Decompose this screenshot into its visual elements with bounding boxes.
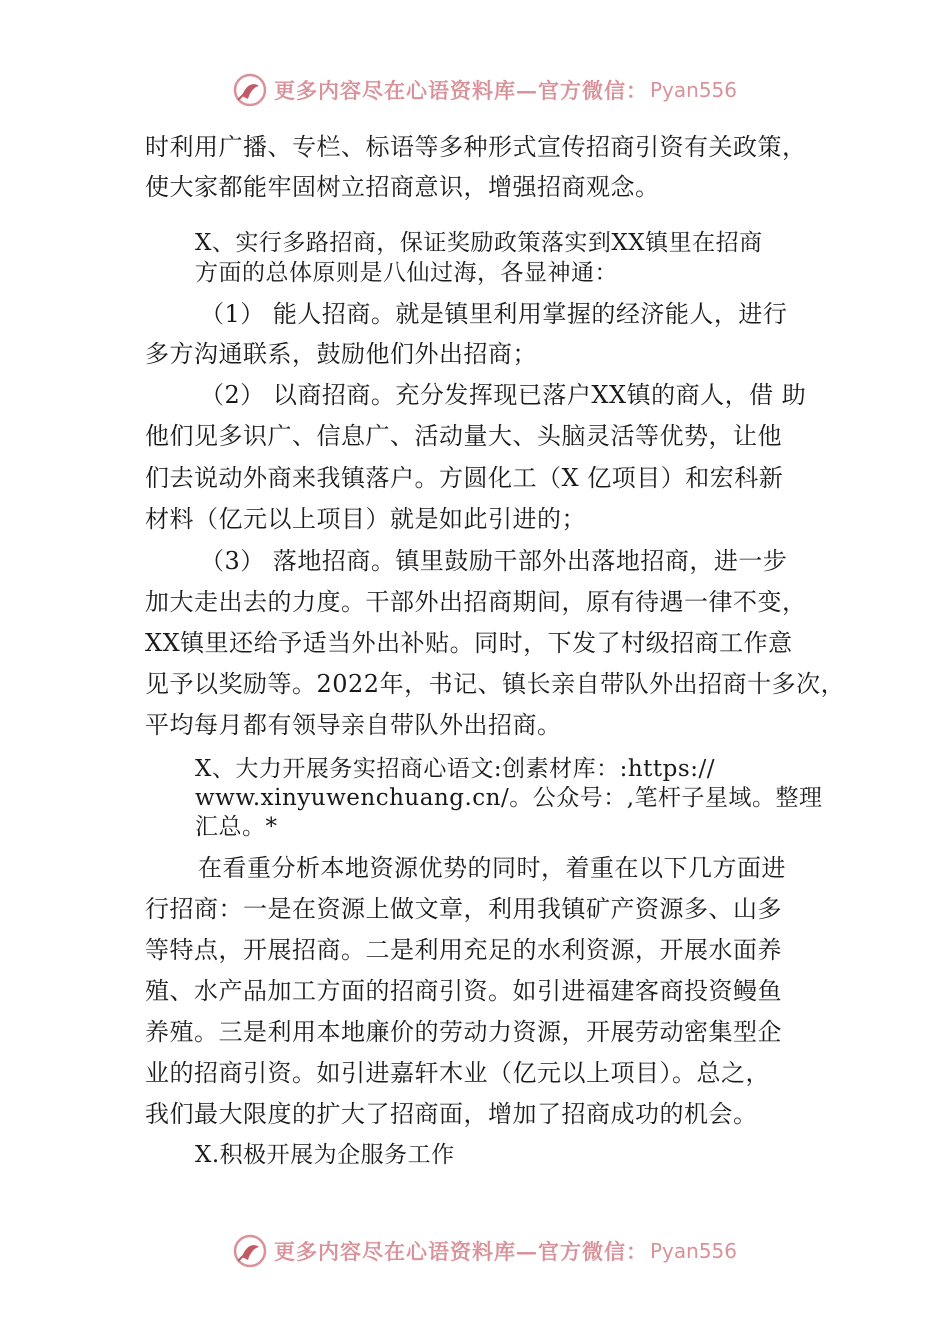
body-line: 平均每月都有领导亲自带队外出招商。: [145, 711, 562, 739]
footer-banner: [232, 1233, 737, 1269]
body-line: 方面的总体原则是八仙过海，各显神通：: [195, 260, 618, 286]
body-line: 业的招商引资。如引进嘉轩木业（亿元以上项目）。总之，: [145, 1059, 770, 1087]
body-line: X、实行多路招商，保证奖励政策落实到XX镇里在招商: [195, 230, 763, 256]
header-banner-text: 更多内容尽在心语资料库—官方微信：: [274, 78, 648, 103]
body-line: 在看重分析本地资源优势的同时，着重在以下几方面进: [198, 854, 786, 882]
body-line: 时利用广播、专栏、标语等多种形式宣传招商引资有关政策，: [145, 133, 807, 161]
body-line: 等特点，开展招商。二是利用充足的水利资源，开展水面养: [145, 936, 782, 964]
body-line: （3） 落地招商。镇里鼓励干部外出落地招商，进一步: [200, 547, 788, 575]
body-line: 见予以奖励等。2022年，书记、镇长亲自带队外出招商十多次，: [145, 670, 846, 698]
body-line: （1） 能人招商。就是镇里利用掌握的经济能人，进行: [200, 300, 788, 328]
body-line: 材料（亿元以上项目）就是如此引进的；: [145, 505, 586, 533]
body-line: 他们见多识广、信息广、活动量大、头脑灵活等优势，让他: [145, 422, 782, 450]
rose-logo-icon: [232, 72, 268, 108]
body-line: 汇总。*: [195, 814, 278, 840]
footer-wechat-id: Pyan556: [650, 1239, 738, 1263]
body-line: 使大家都能牢固树立招商意识，增强招商观念。: [145, 173, 660, 201]
rose-logo-icon: [232, 1233, 268, 1269]
body-line: 养殖。三是利用本地廉价的劳动力资源，开展劳动密集型企: [145, 1018, 782, 1046]
body-line: 殖、水产品加工方面的招商引资。如引进福建客商投资鳗鱼: [145, 977, 782, 1005]
body-line: XX镇里还给予适当外出补贴。同时，下发了村级招商工作意: [145, 629, 793, 657]
body-line: 多方沟通联系，鼓励他们外出招商；: [145, 340, 537, 368]
body-line: X.积极开展为企服务工作: [195, 1142, 455, 1168]
body-line: 加大走出去的力度。干部外出招商期间，原有待遇一律不变，: [145, 588, 807, 616]
body-line: www.xinyuwenchuang.cn/。公众号：,笔杆子星域。整理: [195, 785, 823, 811]
footer-banner-text: 更多内容尽在心语资料库—官方微信：: [274, 1239, 648, 1264]
body-line: （2） 以商招商。充分发挥现已落户XX镇的商人，借 助: [200, 381, 807, 409]
body-line: 们去说动外商来我镇落户。方圆化工（X 亿项目）和宏科新: [145, 464, 784, 492]
header-wechat-id: Pyan556: [650, 78, 738, 102]
header-banner: [232, 72, 737, 108]
body-line: 行招商：一是在资源上做文章，利用我镇矿产资源多、山多: [145, 895, 782, 923]
body-line: 我们最大限度的扩大了招商面，增加了招商成功的机会。: [145, 1100, 758, 1128]
body-line: X、大力开展务实招商心语文:创素材库：:https://: [195, 756, 715, 782]
